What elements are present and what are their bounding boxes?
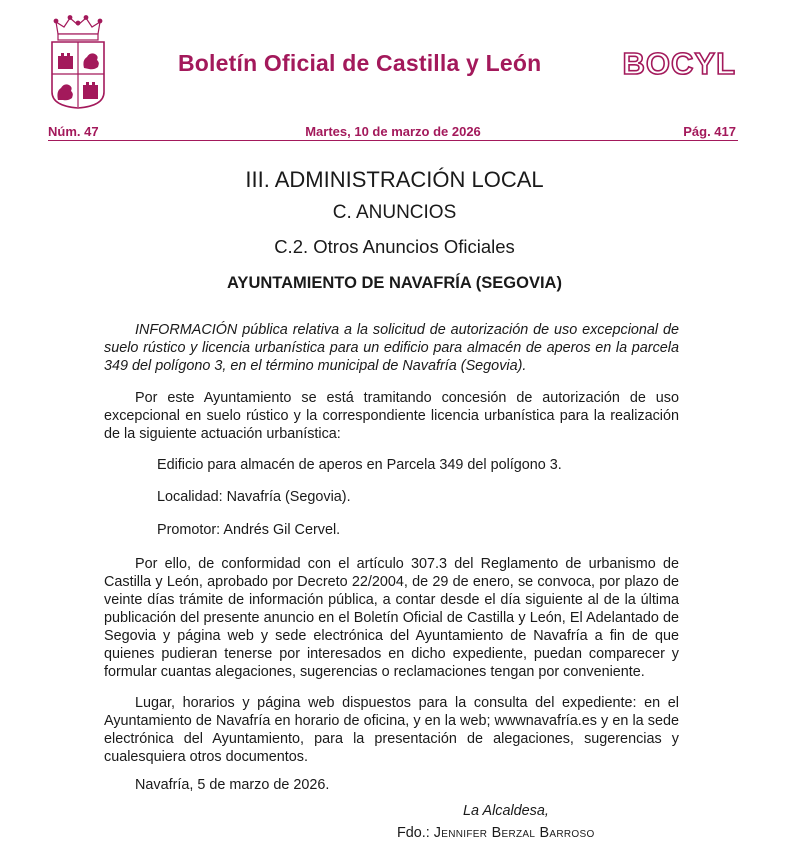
notice-paragraph: Por ello, de conformidad con el artículo 307.3 del Reglamento de urbanismo de Castilla y León, aprobado por Decreto 22/2004, de 29 de enero, se convoca, por plazo de veinte días trámite de información pública, a contar desde el día siguiente al de la última publicación del presente anuncio en el Boletín Oficial de Castilla y León, El Adelantado de Segovia y página web y sede electrónica del Ayuntamiento de Navafría a fin de que quienes pudieran tenerse por interesados en dicho expediente, puedan comparecer y formular cuantas alegaciones, sugerencias o reclamaciones tengan por conveniente. bbox=[104, 556, 679, 680]
issue-date: Martes, 10 de marzo de 2026 bbox=[305, 124, 481, 139]
issuer-heading: AYUNTAMIENTO DE NAVAFRÍA (SEGOVIA) bbox=[227, 274, 562, 292]
notice-paragraph: Lugar, horarios y página web dispuestos para la consulta del expediente: en el Ayuntamiento de Navafría en horario de oficina, y en la web; wwwnavafría.es y en la sede electrónica del Ayuntamiento, para la presentación de alegaciones, sugerencias y cualesquiera otros documentos. bbox=[104, 695, 679, 765]
notice-paragraph: Por este Ayuntamiento se está tramitando concesión de autorización de uso excepcional en suelo rústico y la correspondiente licencia urbanística para la realización de la siguiente actuación urbanística: bbox=[104, 390, 679, 442]
subsubsection-heading: C.2. Otros Anuncios Oficiales bbox=[274, 236, 515, 257]
section-heading: III. ADMINISTRACIÓN LOCAL bbox=[245, 167, 544, 192]
list-item: Localidad: Navafría (Segovia). bbox=[157, 489, 351, 505]
page-number: Pág. 417 bbox=[683, 124, 736, 139]
coat-of-arms-icon bbox=[48, 14, 108, 110]
notice-summary: INFORMACIÓN pública relativa a la solicitud de autorización de uso excepcional de suelo rústico y licencia urbanística para un edificio para almacén de aperos en la parcela 349 del polígono 3, en el término municipal de Navafría (Segovia). bbox=[104, 322, 679, 374]
gazette-acronym-logo: BOCYL bbox=[622, 46, 736, 81]
place-date: Navafría, 5 de marzo de 2026. bbox=[135, 777, 330, 793]
signer-name: Jennifer Berzal Barroso bbox=[433, 825, 595, 841]
issue-meta-bar bbox=[48, 122, 738, 141]
subsection-heading: C. ANUNCIOS bbox=[332, 202, 457, 223]
signature-line bbox=[397, 825, 595, 841]
issue-number: Núm. 47 bbox=[48, 124, 99, 139]
signature-prefix: Fdo.: bbox=[397, 825, 430, 841]
gazette-title: Boletín Oficial de Castilla y León bbox=[178, 50, 542, 76]
signer-role: La Alcaldesa, bbox=[463, 803, 549, 819]
list-item: Edificio para almacén de aperos en Parcela 349 del polígono 3. bbox=[157, 457, 562, 473]
list-item: Promotor: Andrés Gil Cervel. bbox=[157, 522, 341, 538]
bulletin-header bbox=[48, 12, 738, 112]
